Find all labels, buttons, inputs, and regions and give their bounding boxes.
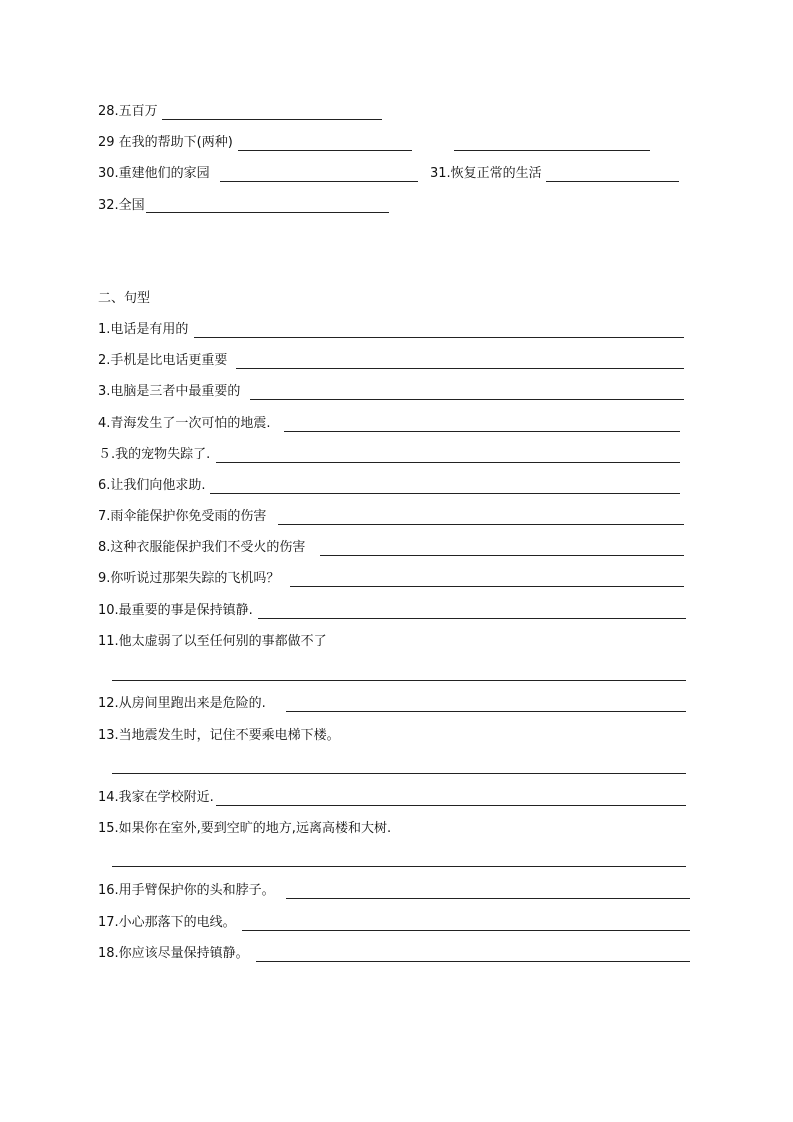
item-label: 7.雨伞能保护你免受雨的伤害 [98,509,267,524]
answer-blank[interactable] [284,431,680,432]
answer-blank[interactable] [210,493,680,494]
item-label: 2.手机是比电话更重要 [98,353,228,368]
item-label: 3.电脑是三者中最重要的 [98,384,241,399]
item-label: ５.我的宠物失踪了. [98,447,211,462]
item-label: 9.你听说过那架失踪的飞机吗？ [98,571,280,586]
item-label: 17.小心那落下的电线。 [98,915,236,930]
answer-blank[interactable] [256,961,690,962]
answer-blank[interactable] [162,119,382,120]
answer-blank[interactable] [258,618,686,619]
item-label: 31.恢复正常的生活 [430,166,542,181]
item-label: 1.电话是有用的 [98,322,189,337]
item-label: 6.让我们向他求助. [98,478,206,493]
section-heading: 二、句型 [98,291,151,306]
answer-blank[interactable] [236,368,684,369]
answer-blank[interactable] [250,399,684,400]
answer-blank[interactable] [278,524,684,525]
answer-blank[interactable] [112,866,686,867]
item-label: 18.你应该尽量保持镇静。 [98,946,249,961]
answer-blank[interactable] [286,711,686,712]
answer-blank[interactable] [454,150,650,151]
answer-blank[interactable] [216,462,680,463]
answer-blank[interactable] [194,337,684,338]
answer-blank[interactable] [242,930,690,931]
answer-blank[interactable] [286,898,690,899]
item-label: 16.用手臂保护你的头和脖子。 [98,883,275,898]
item-label: 15.如果你在室外,要到空旷的地方,远离高楼和大树. [98,821,392,836]
item-label: 4.青海发生了一次可怕的地震. [98,416,271,431]
item-label: 30.重建他们的家园 [98,166,210,181]
answer-blank[interactable] [220,181,418,182]
answer-blank[interactable] [112,680,686,681]
item-label: 28.五百万 [98,104,158,119]
item-label: 11.他太虚弱了以至任何别的事都做不了 [98,634,327,649]
answer-blank[interactable] [290,586,684,587]
answer-blank[interactable] [216,805,686,806]
item-label: 32.全国 [98,198,145,213]
answer-blank[interactable] [146,212,389,213]
answer-blank[interactable] [112,773,686,774]
item-label: 8.这种衣服能保护我们不受火的伤害 [98,540,306,555]
item-label: 29 在我的帮助下(两种) [98,135,233,150]
item-label: 12.从房间里跑出来是危险的. [98,696,266,711]
answer-blank[interactable] [320,555,684,556]
item-label: 10.最重要的事是保持镇静. [98,603,253,618]
item-label: 14.我家在学校附近. [98,790,214,805]
answer-blank[interactable] [238,150,412,151]
answer-blank[interactable] [546,181,679,182]
item-label: 13.当地震发生时，记住不要乘电梯下楼。 [98,728,340,743]
